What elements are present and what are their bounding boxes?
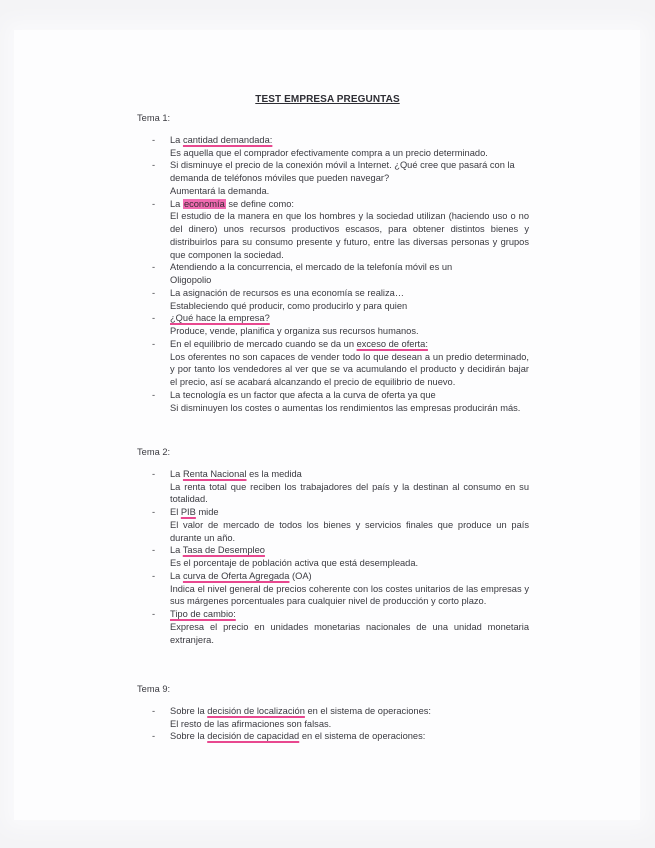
underlined-term: Tipo de cambio: [170, 609, 236, 619]
bullet-dash: - [152, 507, 156, 517]
question [170, 261, 529, 274]
question-text: en el sistema de operaciones: [304, 705, 432, 716]
list-item [137, 506, 529, 544]
underlined-term: Renta Nacional [182, 468, 247, 479]
answer: El resto de las afirmaciones son falsas. [170, 718, 332, 729]
question-text: El [170, 507, 181, 517]
question [170, 705, 529, 718]
document-title: TEST EMPRESA PREGUNTAS [255, 94, 400, 105]
question-text: La [170, 570, 183, 581]
list-item [137, 544, 529, 570]
underlined-term: decisión de localización [207, 705, 305, 716]
question-text: mide [195, 507, 219, 517]
bullet-dash: - [152, 338, 156, 349]
question [170, 287, 529, 300]
question-text: es la medida [246, 468, 302, 479]
question-text: En el equilibrio de mercado cuando se da un [170, 338, 357, 349]
question-text: La tecnología es un factor que afecta a la curva de oferta ya que [170, 389, 436, 400]
answer: Aumentará la demanda. [170, 185, 270, 196]
question-text: se define como: [225, 198, 294, 209]
answer: El valor de mercado de todos los bienes y servicios finales que produce un país durante un año. [170, 519, 529, 543]
bullet-dash: - [152, 609, 156, 619]
highlighted-term: economía [183, 198, 225, 209]
bullet-dash: - [152, 198, 156, 209]
bullet-dash: - [152, 262, 156, 273]
answer: Estableciendo qué producir, como producirlo y para quien [170, 300, 408, 311]
question [170, 608, 529, 621]
question-text: La [170, 198, 183, 209]
section-heading: Tema 9: [137, 684, 171, 694]
list-item [137, 468, 529, 506]
question [170, 159, 529, 185]
answer: Si disminuyen los costes o aumentas los rendimientos las empresas producirán más. [170, 402, 521, 413]
question-text: Atendiendo a la concurrencia, el mercado de la telefonía móvil es un [170, 262, 453, 273]
question [170, 730, 529, 743]
list-item [137, 261, 529, 287]
underlined-term: exceso de oferta: [356, 338, 428, 349]
bullet-dash: - [152, 160, 156, 171]
bullet-dash: - [152, 389, 156, 400]
question-text: La asignación de recursos es una economía se realiza… [170, 287, 405, 298]
list-item [137, 198, 529, 262]
answer: Indica el nivel general de precios coherente con los costes unitarios de las empresas y sus márgenes porcentuales para cualquier nivel de producción y corto plazo. [170, 583, 529, 607]
list-item [137, 705, 529, 731]
bullet-dash: - [152, 545, 156, 556]
bullet-dash: - [152, 287, 156, 298]
bullet-dash: - [152, 705, 156, 716]
list-item [137, 608, 529, 646]
underlined-term: cantidad demandada: [182, 134, 273, 145]
question [170, 312, 529, 325]
answer: Los oferentes no son capaces de vender todo lo que desean a un predio determinado, y por tanto los vendedores al ver que se va acumulando el producto y decidirán bajar el precio, así se acabará alcanzando el precio de equilibrio de nuevo. [170, 351, 529, 387]
list-item [137, 570, 529, 608]
question-text: La [170, 545, 183, 556]
bullet-dash: - [152, 468, 156, 479]
bullet-dash: - [152, 570, 156, 581]
question [170, 338, 529, 351]
list-item [137, 134, 529, 160]
answer: Expresa el precio en unidades monetarias nacionales de una unidad monetaria extranjera. [170, 621, 529, 645]
list-item [137, 312, 529, 338]
answer: La renta total que reciben los trabajadores del país y la destinan al consumo en su totalidad. [170, 481, 529, 505]
question [170, 506, 529, 519]
question [170, 198, 529, 211]
underlined-term: PIB [180, 507, 196, 517]
question [170, 468, 529, 481]
question-text: La [170, 134, 183, 145]
answer: Oligopolio [170, 275, 212, 285]
underlined-term: Tasa de Desempleo [182, 545, 265, 556]
question-text: (OA) [289, 570, 312, 581]
section-tema-9 [137, 683, 529, 743]
list-item [137, 338, 529, 389]
bullet-dash: - [152, 313, 156, 324]
question-text: Si disminuye el precio de la conexión móvil a Internet. ¿Qué cree que pasará con la demanda de teléfonos móviles que pueden navegar? [170, 160, 515, 183]
question [170, 134, 529, 147]
bullet-dash: - [152, 731, 156, 742]
underlined-term: decisión de capacidad [207, 731, 300, 742]
underlined-term: curva de Oferta Agregada [182, 570, 290, 581]
answer: El estudio de la manera en que los hombres y la sociedad utilizan (haciendo uso o no del dinero) unos recursos productivos escasos, para obtener distintos bienes y distribuirlos para su consumo presente y futuro, entre las diversas personas y grupos que componen la sociedad. [170, 211, 529, 260]
list-item [137, 159, 529, 197]
section-tema-1 [137, 112, 529, 414]
underlined-term: ¿Qué hace la empresa? [170, 313, 270, 324]
list-item [137, 287, 529, 313]
list-item [137, 730, 529, 743]
answer: Es aquella que el comprador efectivamente compra a un precio determinado. [170, 147, 488, 158]
question [170, 389, 529, 402]
question-text: Sobre la [170, 705, 208, 716]
question [170, 544, 529, 557]
answer: Produce, vende, planifica y organiza sus recursos humanos. [170, 326, 419, 336]
section-tema-2 [137, 446, 529, 646]
question-text: La [170, 468, 183, 479]
question-text: Sobre la [170, 731, 208, 742]
section-heading: Tema 1: [137, 113, 171, 123]
bullet-dash: - [152, 134, 156, 145]
list-item [137, 389, 529, 415]
answer: Es el porcentaje de población activa que está desempleada. [170, 558, 419, 568]
question [170, 570, 529, 583]
section-heading: Tema 2: [137, 447, 171, 457]
question-text: en el sistema de operaciones: [299, 731, 426, 742]
